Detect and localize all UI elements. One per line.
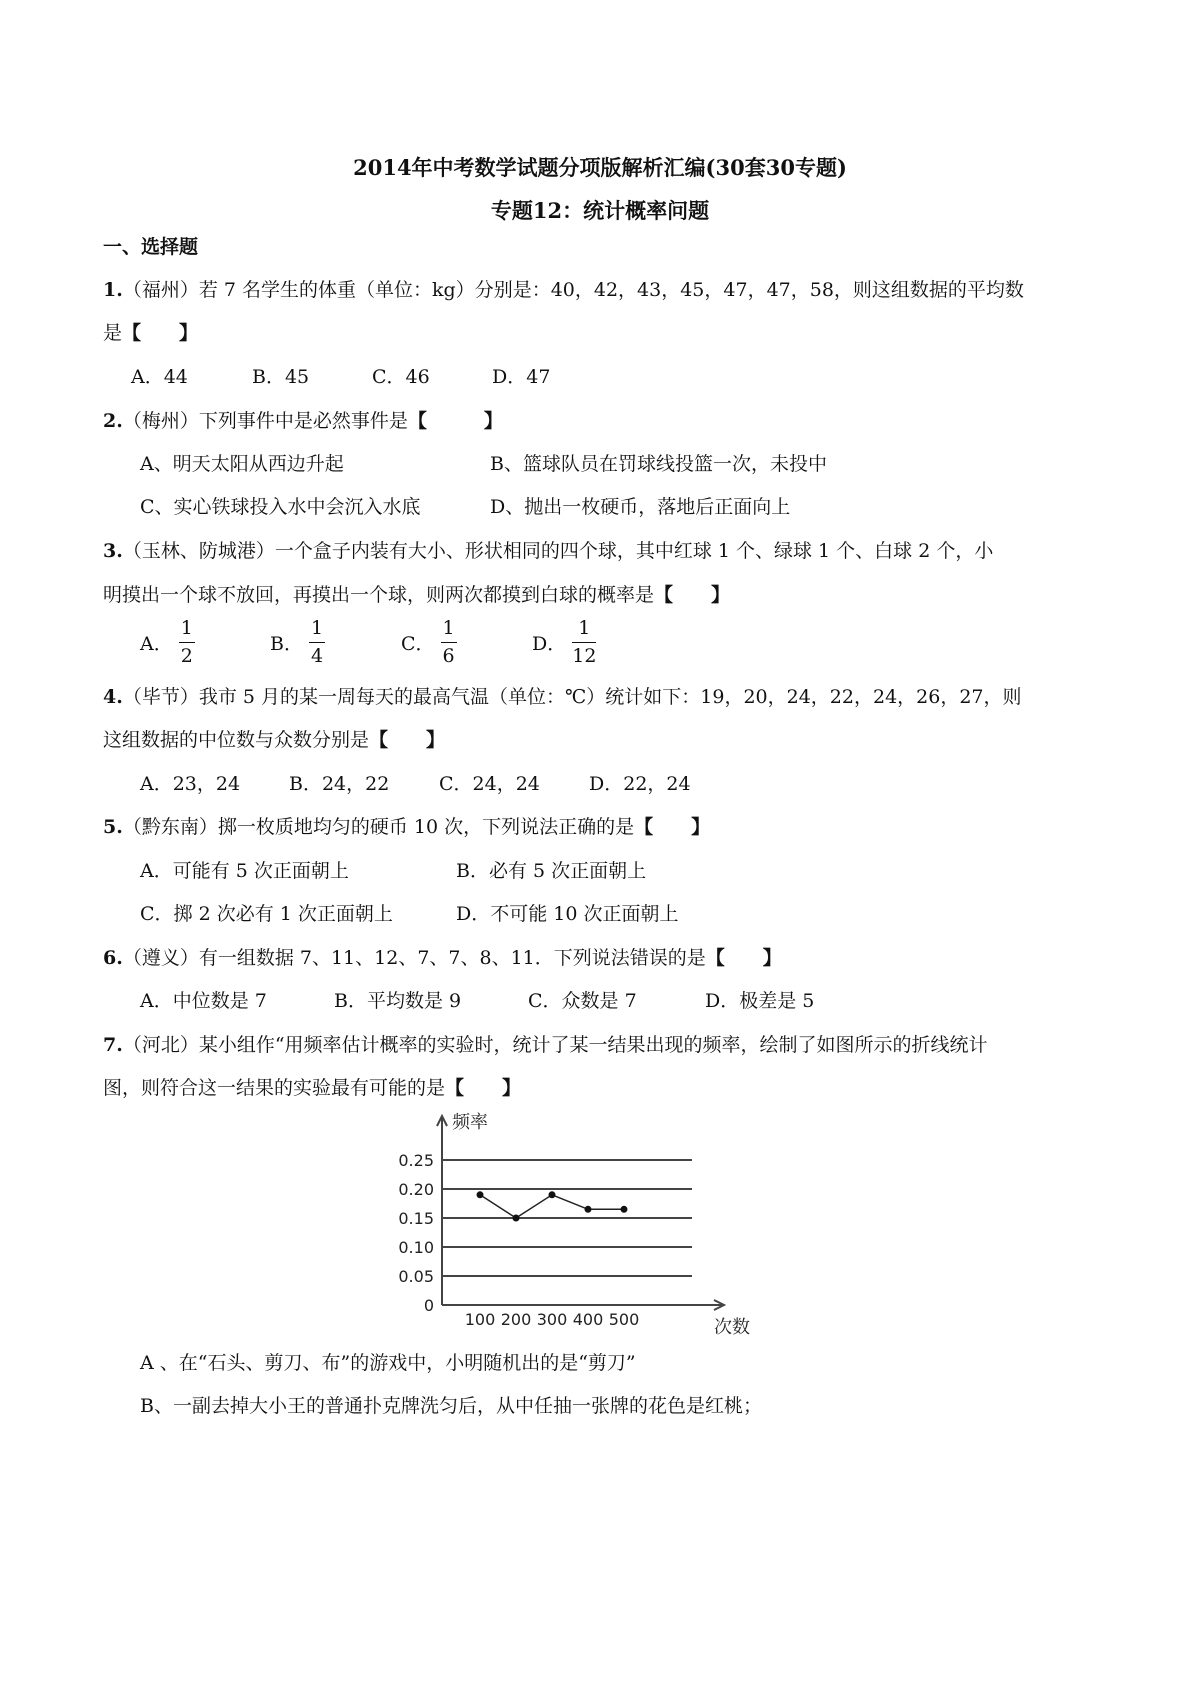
y-axis-label: 频率 xyxy=(452,1112,488,1133)
x-tick-label: 500 xyxy=(608,1310,640,1329)
question-number: 2. xyxy=(103,410,123,432)
question-4-cont xyxy=(103,725,445,752)
x-tick-label: 200 xyxy=(500,1310,532,1329)
answer-bracket: 【 】 xyxy=(634,816,711,838)
question-6 xyxy=(103,943,782,970)
q4-option-d: D．22，24 xyxy=(589,773,691,795)
q6-option-b: B．平均数是 9 xyxy=(334,990,462,1012)
q5-option-a: A．可能有 5 次正面朝上 xyxy=(140,860,349,882)
question-text: （福州）若 7 名学生的体重（单位：kg）分别是：40，42，43，45，47，47，58，则这组数据的平均数 xyxy=(122,279,1024,301)
question-text: （河北）某小组作“用频率估计概率的实验时，统计了某一结果出现的频率，绘制了如图所示的折线统计 xyxy=(122,1034,988,1056)
option-label: C． xyxy=(401,633,435,655)
option-label: D． xyxy=(532,633,567,655)
q1-option-d: D．47 xyxy=(492,366,551,388)
data-point xyxy=(621,1206,628,1213)
question-text: （黔东南）掷一枚质地均匀的硬币 10 次，下列说法正确的是 xyxy=(122,816,635,838)
q7-option-b: B、一副去掉大小王的普通扑克牌洗匀后，从中任抽一张牌的花色是红桃； xyxy=(140,1395,762,1417)
q7-option-a: A 、在“石头、剪刀、布”的游戏中，小明随机出的是“剪刀” xyxy=(140,1352,636,1374)
data-point xyxy=(477,1191,484,1198)
question-5 xyxy=(103,812,710,839)
section-heading: 一、选择题 xyxy=(103,236,199,258)
frequency-line-chart xyxy=(380,1100,750,1340)
answer-bracket: 【 】 xyxy=(705,947,782,969)
data-point xyxy=(513,1215,520,1222)
y-tick-label: 0.05 xyxy=(398,1267,434,1286)
q4-option-c: C．24，24 xyxy=(439,773,540,795)
q5-option-b: B．必有 5 次正面朝上 xyxy=(456,860,647,882)
y-tick-label: 0.20 xyxy=(398,1180,434,1199)
q3-option-a xyxy=(140,619,195,666)
question-number: 1. xyxy=(103,279,123,301)
question-text: 这组数据的中位数与众数分别是 xyxy=(103,729,370,751)
x-axis-label: 次数 xyxy=(714,1317,750,1338)
q5-option-c: C．掷 2 次必有 1 次正面朝上 xyxy=(140,903,393,925)
question-4 xyxy=(103,682,1022,709)
q6-option-c: C．众数是 7 xyxy=(528,990,637,1012)
q2-option-d: D、抛出一枚硬币，落地后正面向上 xyxy=(490,496,791,518)
x-tick-label: 100 xyxy=(464,1310,496,1329)
question-text: （毕节）我市 5 月的某一周每天的最高气温（单位：℃）统计如下：19，20，24，22，24，26，27，则 xyxy=(122,686,1022,708)
q3-option-d xyxy=(532,619,596,666)
question-number: 6. xyxy=(103,947,123,969)
option-label: A． xyxy=(140,633,173,655)
fraction-denominator: 4 xyxy=(310,645,324,667)
question-text: （玉林、防城港）一个盒子内装有大小、形状相同的四个球，其中红球 1 个、绿球 1 个、白球 2 个，小 xyxy=(122,540,994,562)
document-subtitle: 专题12：统计概率问题 xyxy=(490,198,710,223)
fraction-denominator: 12 xyxy=(572,645,597,667)
question-number: 4. xyxy=(103,686,123,708)
q6-option-a: A．中位数是 7 xyxy=(140,990,267,1012)
y-tick-label: 0.15 xyxy=(398,1209,434,1228)
question-text: 图，则符合这一结果的实验最有可能的是 xyxy=(103,1077,446,1099)
answer-bracket: 【 】 xyxy=(407,410,503,432)
question-text: （遵义）有一组数据 7、11、12、7、7、8、11．下列说法错误的是 xyxy=(122,947,706,969)
q4-option-b: B．24，22 xyxy=(289,773,390,795)
q3-option-c xyxy=(401,619,457,666)
question-1-cont xyxy=(103,318,198,345)
y-tick-label: 0.25 xyxy=(398,1151,434,1170)
fraction xyxy=(309,619,325,666)
fraction-numerator: 1 xyxy=(572,619,596,643)
grid-layer xyxy=(442,1160,692,1276)
y-tick-label: 0.10 xyxy=(398,1238,434,1257)
fraction-denominator: 2 xyxy=(180,645,193,667)
y-tick-label: 0 xyxy=(423,1296,434,1315)
question-number: 5. xyxy=(103,816,123,838)
question-7-cont xyxy=(103,1073,521,1100)
question-text: 是 xyxy=(103,322,123,344)
q3-option-b xyxy=(270,619,325,666)
fraction xyxy=(441,619,457,666)
question-3 xyxy=(103,536,993,563)
question-1 xyxy=(103,275,1024,302)
question-7 xyxy=(103,1030,988,1057)
question-2 xyxy=(103,406,503,433)
q2-option-c: C、实心铁球投入水中会沉入水底 xyxy=(140,496,421,518)
answer-bracket: 【 】 xyxy=(369,729,446,751)
question-number: 3. xyxy=(103,540,123,562)
q2-option-a: A、明天太阳从西边升起 xyxy=(140,453,344,475)
q1-option-a: A．44 xyxy=(131,366,188,388)
fraction-numerator: 1 xyxy=(441,619,457,643)
fraction-denominator: 6 xyxy=(442,645,455,667)
document-title: 2014年中考数学试题分项版解析汇编(30套30专题) xyxy=(353,155,847,180)
q5-option-d: D．不可能 10 次正面朝上 xyxy=(456,903,679,925)
option-label: B． xyxy=(270,633,303,655)
data-point xyxy=(549,1191,556,1198)
question-3-cont xyxy=(103,580,730,607)
x-tick-label: 400 xyxy=(572,1310,604,1329)
answer-bracket: 【 】 xyxy=(654,584,731,606)
data-point xyxy=(585,1206,592,1213)
q4-option-a: A．23，24 xyxy=(140,773,241,795)
q1-option-c: C．46 xyxy=(372,366,430,388)
series-layer xyxy=(477,1191,628,1221)
q1-option-b: B．45 xyxy=(252,366,310,388)
question-text: （梅州）下列事件中是必然事件是 xyxy=(122,410,408,432)
question-number: 7. xyxy=(103,1034,123,1056)
answer-bracket: 【 】 xyxy=(445,1077,522,1099)
q6-option-d: D．极差是 5 xyxy=(705,990,815,1012)
fraction-numerator: 1 xyxy=(309,619,325,643)
fraction-numerator: 1 xyxy=(179,619,195,643)
fraction xyxy=(179,619,195,666)
answer-bracket: 【 】 xyxy=(122,322,199,344)
question-text: 明摸出一个球不放回，再摸出一个球，则两次都摸到白球的概率是 xyxy=(103,584,655,606)
fraction xyxy=(572,619,596,666)
x-tick-label: 300 xyxy=(536,1310,568,1329)
axes-layer xyxy=(437,1116,724,1310)
q2-option-b: B、篮球队员在罚球线投篮一次，未投中 xyxy=(490,453,827,475)
